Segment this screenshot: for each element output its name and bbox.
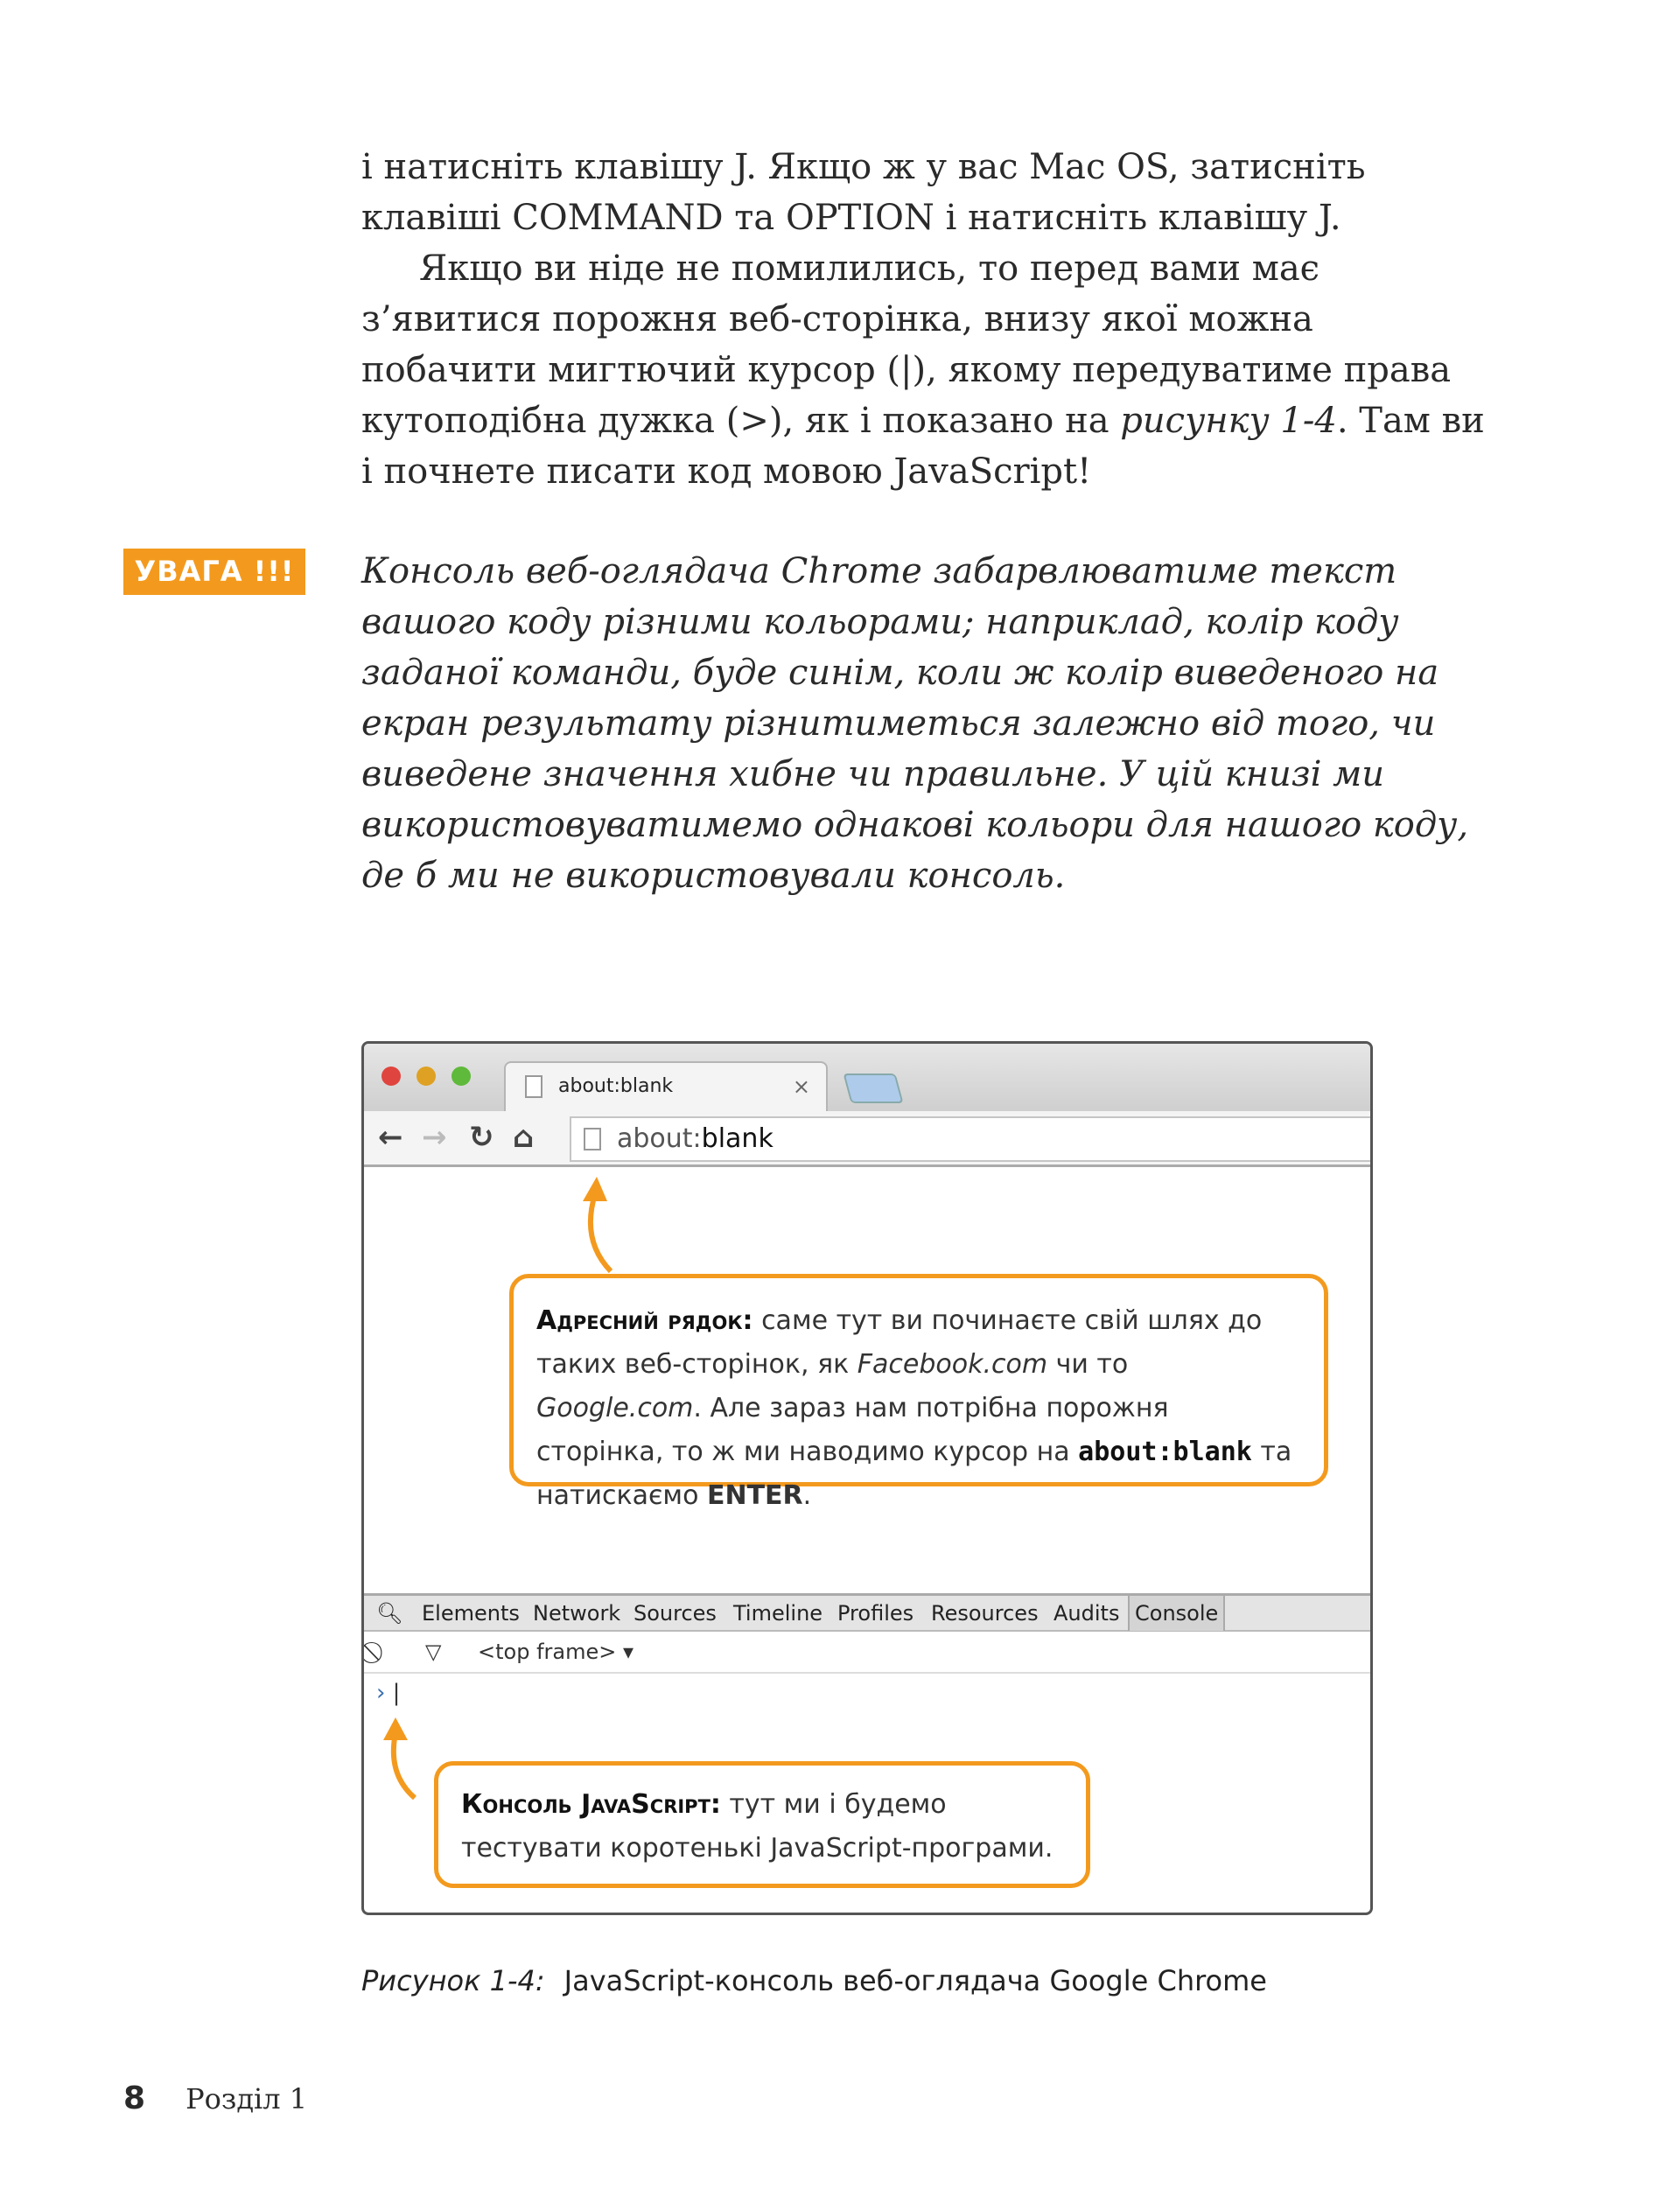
page-number: 8 bbox=[123, 2081, 146, 2116]
callout-text: саме тут ви починаєте свій шлях до таких веб-сторінок, як bbox=[536, 1305, 1263, 1380]
caption-label: Рисунок 1-4: bbox=[361, 1964, 545, 1997]
frame-select[interactable] bbox=[478, 1632, 634, 1672]
devtools-tab-timeline[interactable]: Timeline bbox=[733, 1601, 823, 1626]
paragraph-1: і натисніть клавішу J. Якщо ж у вас Mac OS, затисніть клавіші COMMAND та OPTION і натисніть клавішу J. bbox=[361, 147, 1366, 238]
devtools-tab-sources[interactable]: Sources bbox=[634, 1601, 717, 1626]
key-name: ENTER bbox=[706, 1480, 803, 1511]
tab-bar bbox=[364, 1044, 1370, 1111]
console-callout bbox=[434, 1761, 1090, 1888]
forward-arrow-icon[interactable]: → bbox=[422, 1120, 447, 1155]
note-text: Консоль веб-оглядача Chrome забарвлюватиме текст вашого коду різними кольорами; наприклад, колір коду заданої команди, буде синім, коли ж колір виведеного на екран результату різнитиметься залежно від того, чи виведене значення хибне чи правильне. У цій книзі ми використовуватимемо однакові кольори для нашого коду, де б ми не використовували консоль. bbox=[361, 551, 1469, 896]
devtools-tab-bar bbox=[364, 1593, 1370, 1632]
callout-text: . Але зараз нам потрібна порожня сторінка, то ж ми наводимо курсор на bbox=[536, 1393, 1169, 1467]
address-suffix: blank bbox=[701, 1123, 774, 1154]
page-footer bbox=[123, 2081, 307, 2116]
callout-text: тут ми і будемо тестувати коротенькі JavaScript-програми. bbox=[461, 1789, 1054, 1864]
zoom-window-icon[interactable] bbox=[452, 1067, 471, 1086]
search-icon[interactable]: 🔍︎ bbox=[376, 1601, 403, 1626]
devtools-tab-elements[interactable]: Elements bbox=[422, 1601, 520, 1626]
address-bar-callout bbox=[509, 1274, 1328, 1511]
callout-title: Адресний рядок: bbox=[536, 1305, 753, 1336]
site-name: Facebook.com bbox=[857, 1349, 1048, 1380]
console-arrow-icon bbox=[376, 1716, 429, 1803]
devtools-tab-resources[interactable]: Resources bbox=[931, 1601, 1039, 1626]
page-icon bbox=[584, 1128, 601, 1150]
paragraph-2 bbox=[361, 243, 1499, 497]
address-arrow-icon bbox=[574, 1175, 626, 1276]
callout-text: чи то bbox=[1047, 1349, 1129, 1380]
tab-close-icon[interactable]: × bbox=[792, 1074, 810, 1099]
filter-icon[interactable]: ▽ bbox=[425, 1640, 442, 1664]
console-input[interactable] bbox=[376, 1675, 400, 1710]
attention-badge: УВАГА !!! bbox=[123, 549, 305, 595]
callout-text: . bbox=[802, 1480, 812, 1511]
page-icon bbox=[525, 1075, 542, 1098]
address-prefix: about: bbox=[617, 1123, 702, 1154]
console-filter-row bbox=[364, 1632, 1370, 1674]
dropdown-arrow-icon: ▾ bbox=[622, 1640, 634, 1664]
figure-caption bbox=[361, 1964, 1267, 1997]
devtools-tab-audits[interactable]: Audits bbox=[1054, 1601, 1120, 1626]
browser-tab[interactable] bbox=[504, 1061, 828, 1111]
paragraph-2-text: Якщо ви ніде не помилились, то перед вами має з’явитися порожня веб-сторінка, внизу якої можна побачити мигтючий курсор (|), якому передуватиме права кутоподібна дужка (>), як і показано на bbox=[361, 248, 1452, 441]
figure-reference: рисунку 1-4 bbox=[1120, 401, 1337, 441]
body-text bbox=[361, 142, 1499, 497]
browser-toolbar bbox=[364, 1111, 1370, 1167]
devtools-tab-network[interactable]: Network bbox=[533, 1601, 621, 1626]
close-window-icon[interactable] bbox=[382, 1067, 401, 1086]
address-bar[interactable] bbox=[570, 1116, 1373, 1162]
devtools-tab-console[interactable]: Console bbox=[1128, 1596, 1225, 1631]
devtools-tab-profiles[interactable]: Profiles bbox=[837, 1601, 914, 1626]
minimize-window-icon[interactable] bbox=[416, 1067, 436, 1086]
frame-select-value: <top frame> bbox=[478, 1640, 617, 1664]
site-name: Google.com bbox=[536, 1393, 694, 1423]
back-arrow-icon[interactable]: ← bbox=[378, 1120, 403, 1155]
chapter-label: Розділ 1 bbox=[186, 2082, 308, 2116]
home-icon[interactable]: ⌂ bbox=[513, 1120, 535, 1155]
text-cursor: | bbox=[392, 1680, 401, 1706]
callout-text: та натискаємо bbox=[536, 1437, 1292, 1511]
code-text: about:blank bbox=[1078, 1437, 1252, 1467]
browser-window bbox=[361, 1041, 1373, 1915]
tab-title: about:blank bbox=[558, 1075, 674, 1097]
prompt-symbol: › bbox=[376, 1680, 386, 1706]
callout-title: Консоль JavaScript: bbox=[461, 1789, 721, 1820]
new-tab-button[interactable] bbox=[843, 1074, 903, 1103]
reload-icon[interactable]: ↻ bbox=[469, 1120, 494, 1155]
caption-text: JavaScript-консоль веб-оглядача Google Chrome bbox=[564, 1964, 1267, 1997]
paragraph-2-end: . Там ви і почнете писати код мовою JavaScript! bbox=[361, 401, 1485, 492]
